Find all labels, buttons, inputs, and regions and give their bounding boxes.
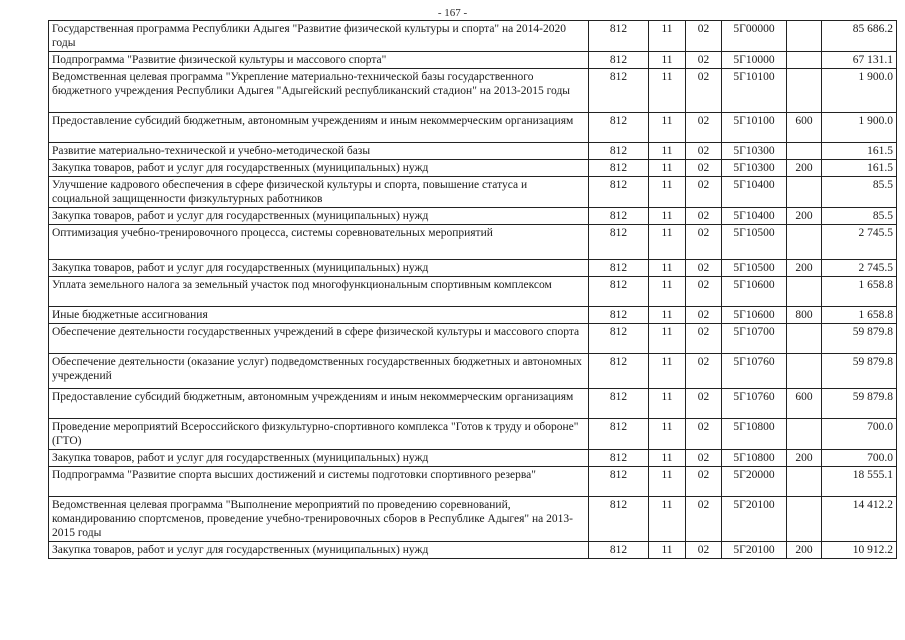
row-amount: 161.5 [822,143,897,160]
row-amount: 59 879.8 [822,389,897,419]
row-expense-type [787,225,822,260]
row-amount: 85.5 [822,177,897,208]
row-subsection-code: 02 [686,307,722,324]
row-department-code: 812 [589,450,649,467]
row-amount: 59 879.8 [822,324,897,354]
row-subsection-code: 02 [686,450,722,467]
page-number: - 167 - [437,7,468,19]
row-department-code: 812 [589,113,649,143]
row-section-code: 11 [649,307,686,324]
row-section-code: 11 [649,354,686,389]
row-amount: 10 912.2 [822,542,897,559]
row-section-code: 11 [649,208,686,225]
row-section-code: 11 [649,542,686,559]
row-target-article: 5Г10600 [722,307,787,324]
row-expense-type: 600 [787,389,822,419]
row-department-code: 812 [589,419,649,450]
row-target-article: 5Г10300 [722,160,787,177]
row-amount: 14 412.2 [822,497,897,542]
row-department-code: 812 [589,307,649,324]
row-subsection-code: 02 [686,542,722,559]
row-name: Обеспечение деятельности (оказание услуг) подведомственных государственных бюджетных и автономных учреждений [49,354,589,389]
row-name: Подпрограмма "Развитие спорта высших достижений и системы подготовки спортивного резерва" [49,467,589,497]
row-expense-type: 800 [787,307,822,324]
row-amount: 700.0 [822,450,897,467]
row-amount: 67 131.1 [822,52,897,69]
row-amount: 59 879.8 [822,354,897,389]
row-name: Закупка товаров, работ и услуг для государственных (муниципальных) нужд [49,160,589,177]
row-name: Улучшение кадрового обеспечения в сфере физической культуры и спорта, повышение статуса и социальной защищенности физкультурных работников [49,177,589,208]
row-section-code: 11 [649,389,686,419]
row-department-code: 812 [589,354,649,389]
row-section-code: 11 [649,143,686,160]
row-subsection-code: 02 [686,419,722,450]
table-row [49,467,897,497]
row-expense-type: 200 [787,542,822,559]
row-expense-type [787,467,822,497]
row-target-article: 5Г10500 [722,260,787,277]
row-target-article: 5Г10100 [722,113,787,143]
row-target-article: 5Г10100 [722,69,787,113]
row-department-code: 812 [589,21,649,52]
row-target-article: 5Г10300 [722,143,787,160]
row-expense-type: 200 [787,160,822,177]
table-row [49,177,897,208]
row-name: Предоставление субсидий бюджетным, автономным учреждениям и иным некоммерческим организациям [49,113,589,143]
row-section-code: 11 [649,177,686,208]
table-row [49,307,897,324]
table-row [49,160,897,177]
row-target-article: 5Г10760 [722,389,787,419]
row-target-article: 5Г10500 [722,225,787,260]
row-target-article: 5Г20100 [722,542,787,559]
row-department-code: 812 [589,208,649,225]
row-amount: 700.0 [822,419,897,450]
row-amount: 85.5 [822,208,897,225]
row-amount: 2 745.5 [822,225,897,260]
row-section-code: 11 [649,450,686,467]
row-expense-type: 200 [787,260,822,277]
row-expense-type [787,177,822,208]
budget-table [48,20,897,559]
row-amount: 1 658.8 [822,307,897,324]
row-name: Ведомственная целевая программа "Выполнение мероприятий по проведению соревнований, командированию спортсменов, проведение учебно-тренировочных сборов в Республике Адыгея" на 2013-2015 годы [49,497,589,542]
row-name: Проведение мероприятий Всероссийского физкультурно-спортивного комплекса "Готов к труду и обороне" (ГТО) [49,419,589,450]
row-subsection-code: 02 [686,69,722,113]
row-amount: 2 745.5 [822,260,897,277]
row-department-code: 812 [589,324,649,354]
row-expense-type: 600 [787,113,822,143]
row-target-article: 5Г10760 [722,354,787,389]
row-department-code: 812 [589,143,649,160]
row-expense-type [787,69,822,113]
row-target-article: 5Г20100 [722,497,787,542]
row-subsection-code: 02 [686,143,722,160]
row-subsection-code: 02 [686,389,722,419]
table-row [49,52,897,69]
row-name: Подпрограмма "Развитие физической культуры и массового спорта" [49,52,589,69]
row-amount: 85 686.2 [822,21,897,52]
row-name: Иные бюджетные ассигнования [49,307,589,324]
row-amount: 161.5 [822,160,897,177]
row-amount: 1 658.8 [822,277,897,307]
row-section-code: 11 [649,52,686,69]
row-name: Закупка товаров, работ и услуг для государственных (муниципальных) нужд [49,450,589,467]
row-subsection-code: 02 [686,160,722,177]
row-target-article: 5Г10700 [722,324,787,354]
row-subsection-code: 02 [686,497,722,542]
row-department-code: 812 [589,177,649,208]
row-target-article: 5Г10000 [722,52,787,69]
row-section-code: 11 [649,260,686,277]
row-department-code: 812 [589,389,649,419]
table-row [49,389,897,419]
row-department-code: 812 [589,52,649,69]
table-row [49,69,897,113]
row-target-article: 5Г10400 [722,208,787,225]
table-row [49,277,897,307]
row-section-code: 11 [649,225,686,260]
table-row [49,542,897,559]
table-row [49,21,897,52]
row-section-code: 11 [649,160,686,177]
row-expense-type: 200 [787,450,822,467]
row-expense-type: 200 [787,208,822,225]
row-subsection-code: 02 [686,467,722,497]
row-target-article: 5Г20000 [722,467,787,497]
row-name: Закупка товаров, работ и услуг для государственных (муниципальных) нужд [49,260,589,277]
row-subsection-code: 02 [686,177,722,208]
row-subsection-code: 02 [686,260,722,277]
row-amount: 1 900.0 [822,69,897,113]
row-department-code: 812 [589,69,649,113]
row-department-code: 812 [589,467,649,497]
row-subsection-code: 02 [686,113,722,143]
row-section-code: 11 [649,467,686,497]
row-subsection-code: 02 [686,324,722,354]
row-department-code: 812 [589,277,649,307]
row-subsection-code: 02 [686,52,722,69]
row-section-code: 11 [649,113,686,143]
row-expense-type [787,497,822,542]
row-name: Развитие материально-технической и учебно-методической базы [49,143,589,160]
row-subsection-code: 02 [686,208,722,225]
row-department-code: 812 [589,160,649,177]
row-subsection-code: 02 [686,225,722,260]
row-section-code: 11 [649,324,686,354]
row-expense-type [787,52,822,69]
row-target-article: 5Г10400 [722,177,787,208]
row-expense-type [787,143,822,160]
table-row [49,260,897,277]
row-expense-type [787,324,822,354]
row-section-code: 11 [649,21,686,52]
table-row [49,497,897,542]
table-row [49,113,897,143]
row-expense-type [787,419,822,450]
row-name: Обеспечение деятельности государственных учреждений в сфере физической культуры и массового спорта [49,324,589,354]
row-name: Предоставление субсидий бюджетным, автономным учреждениям и иным некоммерческим организациям [49,389,589,419]
row-target-article: 5Г10800 [722,419,787,450]
table-row [49,208,897,225]
row-section-code: 11 [649,69,686,113]
row-section-code: 11 [649,419,686,450]
row-section-code: 11 [649,277,686,307]
row-target-article: 5Г10600 [722,277,787,307]
row-name: Оптимизация учебно-тренировочного процесса, системы соревновательных мероприятий [49,225,589,260]
row-target-article: 5Г00000 [722,21,787,52]
row-name: Уплата земельного налога за земельный участок под многофункциональным спортивным комплексом [49,277,589,307]
row-expense-type [787,354,822,389]
row-amount: 18 555.1 [822,467,897,497]
row-expense-type [787,21,822,52]
row-name: Ведомственная целевая программа "Укрепление материально-технической базы государственного бюджетного учреждения Республики Адыгея "Адыгейский республиканский стадион" на 2013-2015 годы [49,69,589,113]
row-department-code: 812 [589,225,649,260]
row-name: Закупка товаров, работ и услуг для государственных (муниципальных) нужд [49,208,589,225]
row-name: Государственная программа Республики Адыгея "Развитие физической культуры и спорта" на 2014-2020 годы [49,21,589,52]
row-subsection-code: 02 [686,21,722,52]
row-department-code: 812 [589,260,649,277]
row-department-code: 812 [589,542,649,559]
row-subsection-code: 02 [686,354,722,389]
table-row [49,324,897,354]
table-row [49,419,897,450]
table-row [49,225,897,260]
row-name: Закупка товаров, работ и услуг для государственных (муниципальных) нужд [49,542,589,559]
row-department-code: 812 [589,497,649,542]
row-section-code: 11 [649,497,686,542]
row-target-article: 5Г10800 [722,450,787,467]
row-amount: 1 900.0 [822,113,897,143]
row-subsection-code: 02 [686,277,722,307]
row-expense-type [787,277,822,307]
budget-table-body [49,21,897,559]
table-row [49,354,897,389]
table-row [49,450,897,467]
table-row [49,143,897,160]
